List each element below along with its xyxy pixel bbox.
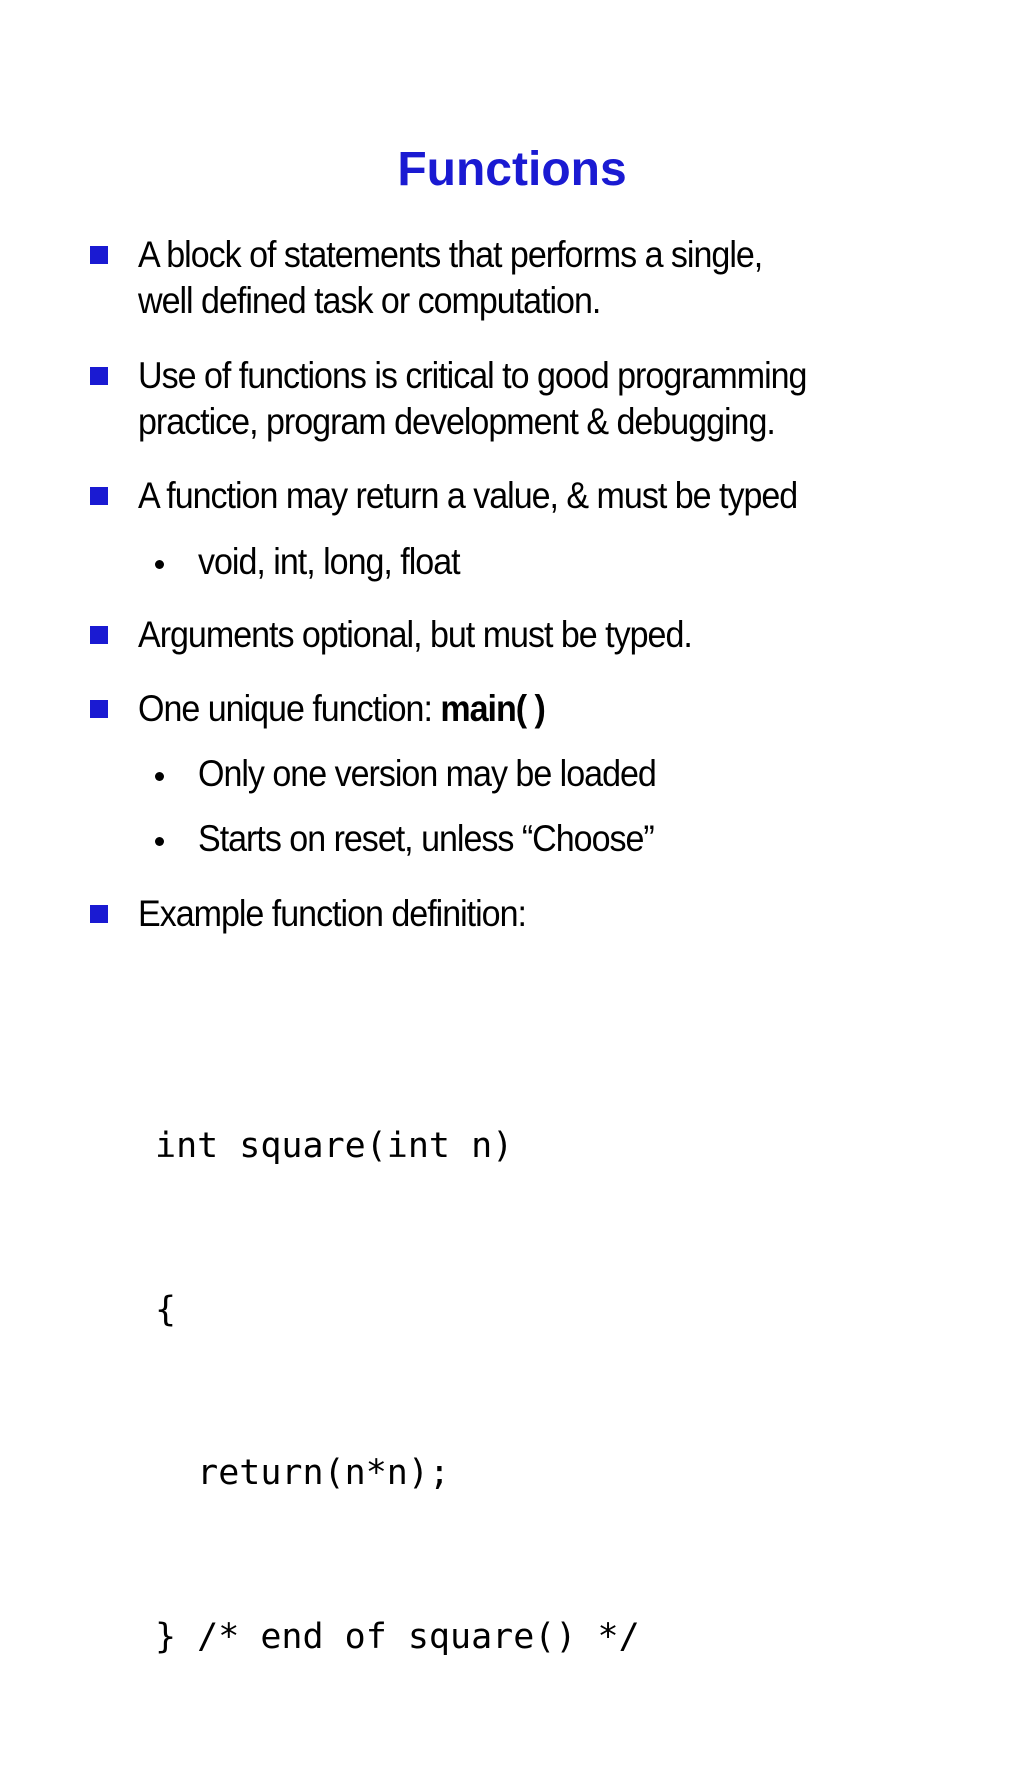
code-line: { [155, 1289, 177, 1330]
bullet-text [138, 473, 922, 519]
bullet-text [138, 686, 922, 732]
code-line: return(n*n); [155, 1453, 451, 1493]
square-bullet-icon [90, 367, 108, 385]
main-function-name: main( ) [440, 688, 545, 729]
sub-bullet-text: Starts on reset, unless “Choose” [198, 818, 654, 859]
square-bullet-icon [90, 905, 108, 923]
bullet-text [138, 232, 922, 324]
bullet-text [138, 891, 922, 937]
bullet-text [138, 612, 922, 658]
bullet-line: Example function definition: [138, 893, 526, 934]
square-bullet-icon [90, 487, 108, 505]
square-bullet-icon [90, 700, 108, 718]
bullet-line-prefix: One unique function: [138, 688, 441, 729]
square-bullet-icon [90, 626, 108, 644]
square-bullet-icon [90, 246, 108, 264]
sub-bullet-text: Only one version may be loaded [198, 753, 656, 794]
slide-title: Functions [397, 143, 627, 196]
dot-bullet-icon [155, 772, 164, 781]
code-line: } /* end of square() */ [155, 1616, 640, 1657]
dot-bullet-icon [155, 837, 164, 846]
bullet-line: Use of functions is critical to good programming [138, 355, 807, 396]
bullet-line: A function may return a value, & must be typed [138, 475, 798, 516]
bullet-line: well defined task or computation. [138, 280, 601, 321]
code-block [155, 1010, 640, 1773]
bullet-text [138, 353, 922, 445]
bullet-line: practice, program development & debugging. [138, 401, 775, 442]
dot-bullet-icon [155, 560, 164, 569]
code-line: int square(int n) [155, 1126, 514, 1166]
bullet-line: Arguments optional, but must be typed. [138, 614, 692, 655]
sub-bullet-text: void, int, long, float [198, 541, 460, 582]
bullet-line: A block of statements that performs a single, [138, 234, 763, 275]
